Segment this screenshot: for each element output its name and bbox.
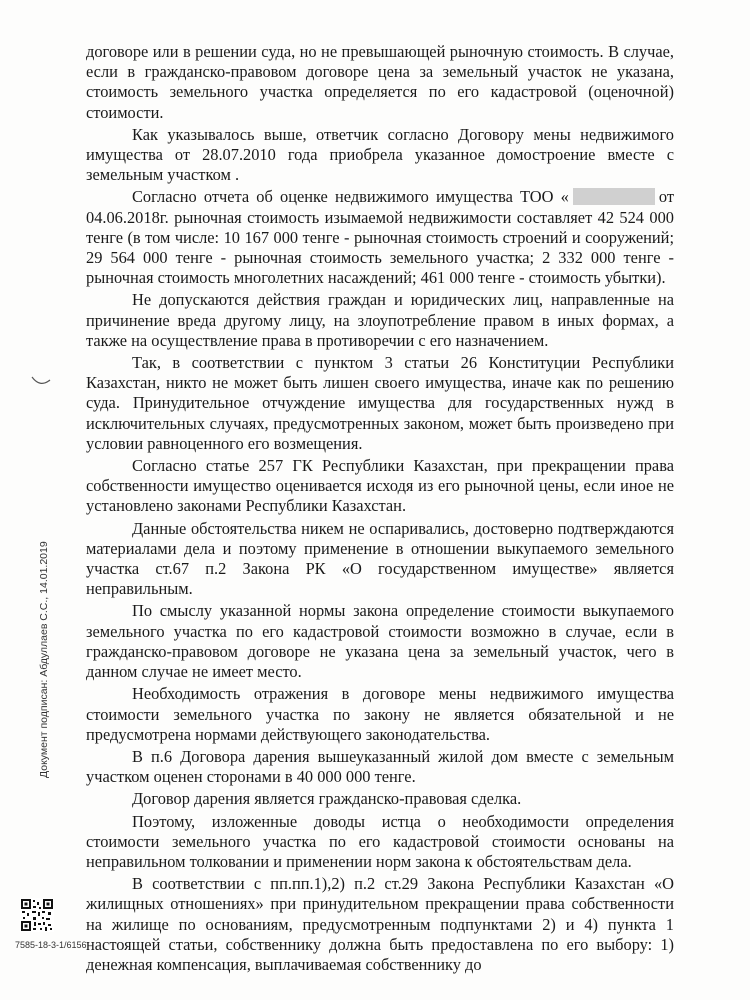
document-number: 7585-18-3-1/6156 [15, 940, 87, 950]
paragraph: Так, в соответствии с пунктом 3 статьи 26 Конституции Республики Казахстан, никто не может быть лишен своего имущества, иначе как по решению суда. Принудительное отчуждение имущества для государственных нужд в исключительных случаях, предусмотренных законом, может быть произведено при условии равноценного его возмещения. [86, 353, 674, 453]
pen-mark-icon [30, 374, 52, 388]
qr-code-icon [20, 898, 54, 932]
paragraph-text-start: Согласно отчета об оценке недвижимого имущества ТОО « [132, 187, 569, 207]
paragraph: Данные обстоятельства никем не оспаривались, достоверно подтверждаются материалами дела и поэтому применение в отношении выкупаемого земельного участка ст.67 п.2 Закона РК «О государственном имуществе» является неправильным. [86, 518, 674, 599]
redacted-company-name [573, 188, 655, 205]
digital-signature-stamp: Документ подписан: Абдуллаев С.С., 14.01.2019 [38, 541, 50, 778]
paragraph: Поэтому, изложенные доводы истца о необходимости определения стоимости земельного участка по его кадастровой стоимости основаны на неправильном толковании и применении норм закона к обстоятельствам дела. [86, 811, 674, 871]
paragraph-valuation-report [86, 187, 674, 288]
paragraph-text-end: от 04.06.2018г. рыночная стоимость изымаемой недвижимости составляет 42 524 000 тенге (в том числе: 10 167 000 тенге - рыночная стоимость строений и сооружений; 29 564 000 тенге - рыночная стоимость земельного участка; 2 332 000 тенге - рыночная стоимость многолетних насаждений; 461 000 тенге - стоимость убытки). [86, 187, 674, 288]
paragraph: Как указывалось выше, ответчик согласно Договору мены недвижимого имущества от 28.07.2010 года приобрела указанное домостроение вместе с земельным участком . [86, 124, 674, 185]
paragraph: В соответствии с пп.пп.1),2) п.2 ст.29 Закона Республики Казахстан «О жилищных отношениях» при принудительном прекращении права собственности на жилище по основаниям, предусмотренным подпунктами 2) и 4) пункта 1 настоящей статьи, собственнику должна быть предоставлена по его выбору: 1) денежная компенсация, выплачиваемая собственнику до [86, 874, 674, 974]
document-body [86, 42, 674, 975]
paragraph: Не допускаются действия граждан и юридических лиц, направленные на причинение вреда другому лицу, на злоупотребление правом в иных формах, а также на осуществление права в противоречии с его назначением. [86, 290, 674, 350]
paragraph: Договор дарения является гражданско-правовая сделка. [132, 789, 522, 809]
paragraph: По смыслу указанной нормы закона определение стоимости выкупаемого земельного участка по его кадастровой стоимости возможно в случае, если в гражданско-правовом договоре не указана цена за земельный участок, чего в данном случае не имеет место. [86, 601, 674, 682]
paragraph: В п.6 Договора дарения вышеуказанный жилой дом вместе с земельным участком оценен сторонами в 40 000 000 тенге. [86, 746, 674, 787]
paragraph-continuation: договоре или в решении суда, но не превышающей рыночную стоимость. В случае, если в гражданско-правовом договоре цена за земельный участок не указана, стоимость земельного участка определяется по его кадастровой (оценочной) стоимости. [86, 42, 674, 122]
paragraph: Необходимость отражения в договоре мены недвижимого имущества стоимости земельного участка по закону не является обязательной и не предусмотрена нормами действующего законодательства. [86, 684, 674, 744]
paragraph: Согласно статье 257 ГК Республики Казахстан, при прекращении права собственности имущество оценивается исходя из его рыночной цены, если иное не установлено законами Республики Казахстан. [86, 456, 674, 516]
